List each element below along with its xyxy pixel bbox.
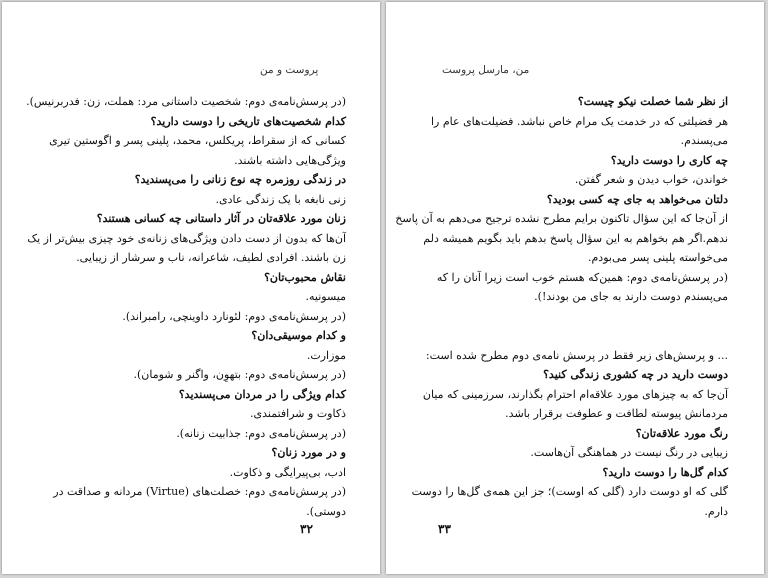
answer-line: خواندن، خواب دیدن و شعر گفتن. — [574, 173, 728, 186]
answer-line: زنی نابغه با یک زندگی عادی. — [215, 192, 346, 206]
question-line: رنگ مورد علاقه‌تان؟ — [635, 426, 728, 440]
answer-line: (در پرسش‌نامه‌ی دوم: جذابیت زنانه). — [176, 426, 346, 440]
page-number: ۳۳ — [438, 522, 451, 536]
answer-line: ندهم.اگر هم بخواهم به این سؤال پاسخ بدهم باید بگویم همیشه دلم — [423, 231, 728, 245]
answer-line: ادب، بی‌پیرایگی و ذکاوت. — [229, 465, 346, 479]
answer-line: زیبایی در رنگ نیست در هماهنگی آن‌هاست. — [530, 446, 728, 459]
answer-line: میسونیه. — [305, 290, 346, 303]
answer-line: می‌پسندم دوست دارند به جای من بودند!). — [534, 290, 728, 303]
answer-line: مردمانش پیوسته لطافت و عطوفت برقرار باشد. — [505, 407, 728, 420]
question-line: کدام شخصیت‌های تاریخی را دوست دارید؟ — [150, 114, 346, 128]
question-line: نقاش محبوب‌تان؟ — [264, 270, 346, 284]
answer-line: دارم. — [704, 504, 728, 518]
answer-line: از آن‌جا که این سؤال تاکنون برایم مطرح نشده ترجیح می‌دهم به آن پاسخ — [395, 212, 728, 225]
section-gap — [434, 307, 728, 346]
answer-line: زن باشند. افرادی لطیف، شاعرانه، ناب و سرشار از زیبایی. — [76, 251, 346, 264]
question-line: دوست دارید در چه کشوری زندگی کنید؟ — [543, 368, 728, 381]
question-line: زنان مورد علاقه‌تان در آثار داستانی چه کسانی هستند؟ — [96, 212, 346, 225]
right-page — [386, 2, 764, 574]
question-line: در زندگی روزمره چه نوع زنانی را می‌پسندید؟ — [134, 173, 346, 186]
page-body — [395, 92, 728, 521]
question-line: و کدام موسیقی‌دان؟ — [251, 329, 346, 342]
answer-line: می‌خواسته پلینی پسر می‌بودم. — [588, 251, 728, 264]
left-page — [2, 2, 380, 574]
answer-line: آن‌جا که به چیزهای مورد علاقه‌ام احترام بگذارند، سرزمینی که میان — [422, 387, 728, 401]
answer-line: (در پرسش‌نامه‌ی دوم: همین‌که هستم خوب است زیرا آنان را که — [436, 270, 728, 284]
answer-line: ... و پرسش‌های زیر فقط در پرسش نامه‌ی دوم مطرح شده است: — [425, 348, 728, 362]
question-line: و در مورد زنان؟ — [271, 446, 346, 459]
answer-line: موزارت. — [306, 348, 346, 362]
question-line: از نظر شما خصلت نیکو چیست؟ — [577, 95, 728, 108]
page-number: ۳۲ — [300, 522, 313, 536]
answer-line: (در پرسش‌نامه‌ی دوم: شخصیت داستانی مرد: هملت، زن: فدربرنیس). — [26, 95, 346, 108]
question-line: چه کاری را دوست دارید؟ — [610, 153, 728, 167]
answer-line: گلی که او دوست دارد (گلی که اوست)؛ جز این همه‌ی گل‌ها را دوست — [411, 485, 728, 498]
answer-line: (در پرسش‌نامه‌ی دوم: لئونارد داوینچی، رامبراند). — [122, 309, 346, 323]
answer-line: ویژگی‌هایی داشته باشند. — [234, 153, 346, 167]
answer-line: هر فضیلتی که در خدمت یک مرام خاص نباشد. فضیلت‌های عام را — [430, 114, 728, 128]
question-line: کدام گل‌ها را دوست دارید؟ — [602, 465, 728, 479]
answer-line: (در پرسش‌نامه‌ی دوم: خصلت‌های (Virtue) مردانه و صداقت در — [53, 485, 346, 498]
running-header: من، مارسل پروست — [442, 64, 530, 76]
answer-line: آن‌ها که بدون از دست دادن ویژگی‌های زنانه‌ی خود چیزی بیش‌تر از یک — [27, 231, 346, 245]
running-header: پروست و من — [260, 64, 319, 76]
answer-line: ذکاوت و شرافتمندی. — [250, 407, 346, 420]
answer-line: (در پرسش‌نامه‌ی دوم: بتهوِن، واگنر و شومان). — [133, 368, 346, 381]
answer-line: دوستی). — [306, 504, 346, 518]
question-line: دلتان می‌خواهد به جای چه کسی بودید؟ — [546, 192, 728, 206]
answer-line: می‌پسندم. — [680, 134, 728, 147]
answer-line: کسانی که از سقراط، پریکلس، محمد، پلینی پسر و اگوستین تیری — [49, 134, 346, 147]
page-body — [26, 92, 346, 521]
question-line: کدام ویژگی را در مردان می‌پسندید؟ — [178, 387, 346, 401]
